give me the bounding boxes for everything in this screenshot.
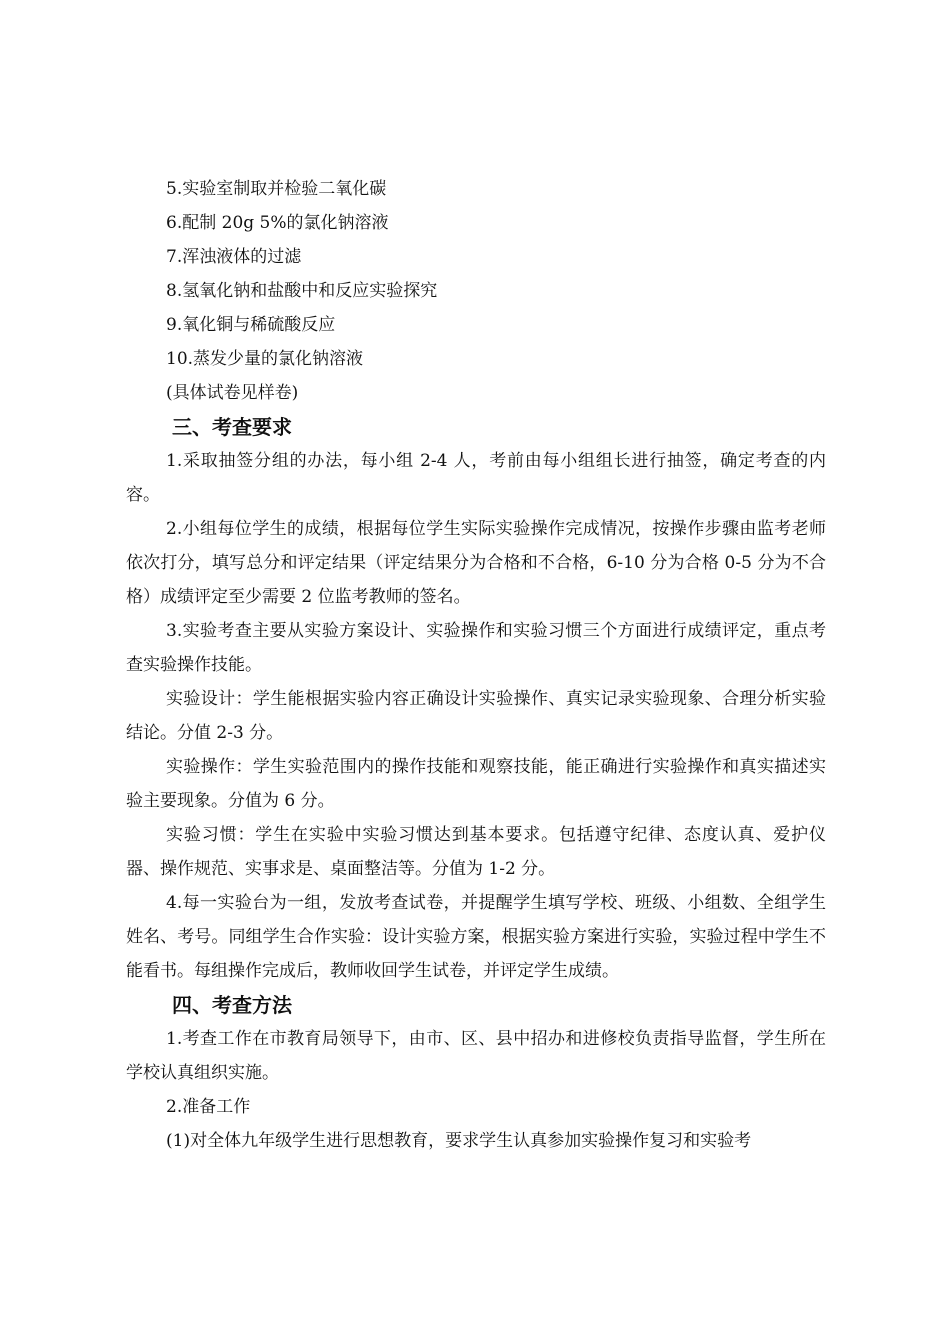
- document-body: [126, 172, 826, 1158]
- list-item: 9.氧化铜与稀硫酸反应: [166, 315, 336, 335]
- paragraph: 实验习惯：学生在实验中实验习惯达到基本要求。包括遵守纪律、态度认真、爱护仪器、操作规范、实事求是、桌面整洁等。分值为 1-2 分。: [126, 825, 826, 879]
- paragraph: 实验设计：学生能根据实验内容正确设计实验操作、真实记录实验现象、合理分析实验结论。分值 2-3 分。: [126, 689, 826, 743]
- list-item: 10.蒸发少量的氯化钠溶液: [166, 349, 364, 369]
- section-heading-requirements: 三、考查要求: [172, 415, 292, 439]
- paragraph: 3.实验考查主要从实验方案设计、实验操作和实验习惯三个方面进行成绩评定，重点考查实验操作技能。: [126, 621, 826, 675]
- paragraph: 2.准备工作: [166, 1097, 251, 1117]
- list-item: 5.实验室制取并检验二氧化碳: [166, 179, 387, 199]
- paragraph: (1)对全体九年级学生进行思想教育，要求学生认真参加实验操作复习和实验考: [166, 1131, 752, 1151]
- list-item: 7.浑浊液体的过滤: [166, 247, 302, 267]
- section-heading-methods: 四、考查方法: [172, 993, 292, 1017]
- list-item: 6.配制 20g 5%的氯化钠溶液: [166, 213, 389, 233]
- sample-paper-note: (具体试卷见样卷): [166, 383, 299, 403]
- paragraph: 实验操作：学生实验范围内的操作技能和观察技能，能正确进行实验操作和真实描述实验主要现象。分值为 6 分。: [126, 757, 826, 811]
- paragraph: 2.小组每位学生的成绩，根据每位学生实际实验操作完成情况，按操作步骤由监考老师依次打分，填写总分和评定结果（评定结果分为合格和不合格，6-10 分为合格 0-5 分为不合格）成绩评定至少需要 2 位监考教师的签名。: [126, 519, 826, 607]
- list-item: 8.氢氧化钠和盐酸中和反应实验探究: [166, 281, 438, 301]
- paragraph: 1.采取抽签分组的办法，每小组 2-4 人，考前由每小组组长进行抽签，确定考查的内容。: [126, 451, 826, 505]
- paragraph: 1.考查工作在市教育局领导下，由市、区、县中招办和进修校负责指导监督，学生所在学校认真组织实施。: [126, 1029, 826, 1083]
- paragraph: 4.每一实验台为一组，发放考查试卷，并提醒学生填写学校、班级、小组数、全组学生姓名、考号。同组学生合作实验：设计实验方案，根据实验方案进行实验，实验过程中学生不能看书。每组操作完成后，教师收回学生试卷，并评定学生成绩。: [126, 893, 826, 981]
